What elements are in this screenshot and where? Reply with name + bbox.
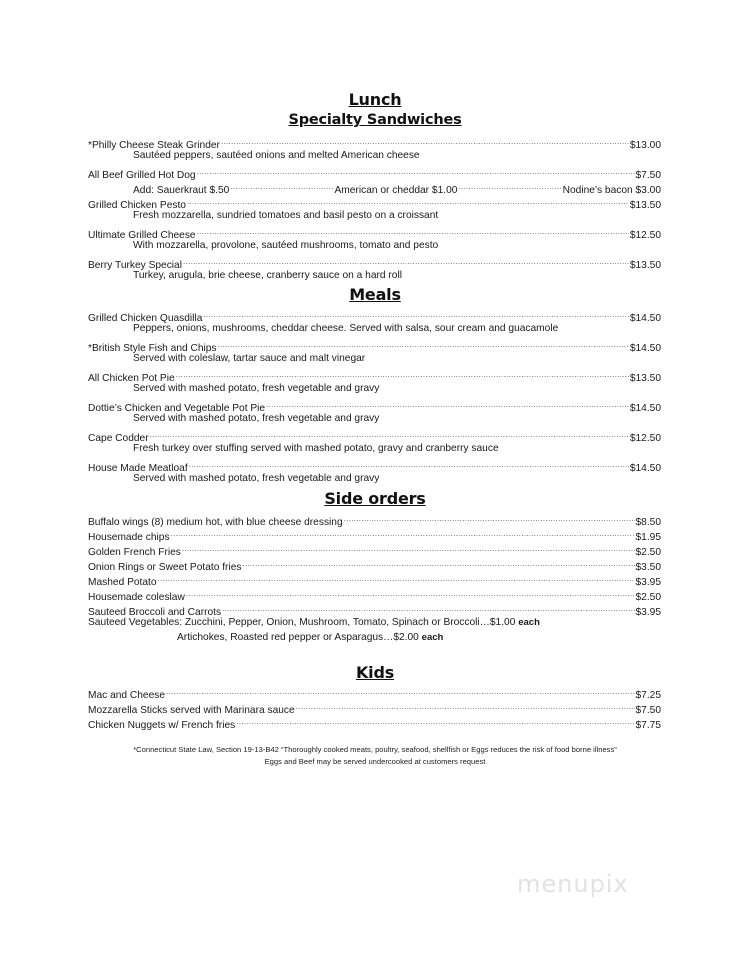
item-price: $7.25 [635, 690, 661, 701]
item-price: $13.00 [629, 140, 661, 151]
item-name: All Beef Grilled Hot Dog [88, 170, 196, 181]
item-price: $14.50 [629, 313, 661, 324]
item-name: Chicken Nuggets w/ French fries [88, 720, 236, 731]
menu-item [88, 163, 661, 181]
menu-item [88, 306, 661, 324]
dot-leader [176, 366, 629, 381]
item-name: Mozzarella Sticks served with Marinara sauce [88, 705, 295, 716]
dot-leader [236, 713, 634, 728]
item-addons [133, 178, 662, 196]
addon-cheese: American or cheddar $1.00 [334, 185, 458, 196]
menu-item [88, 193, 661, 211]
dot-leader [186, 585, 635, 600]
sauteed-vegetables-line [88, 615, 540, 630]
dot-leader [221, 133, 629, 148]
item-description: Served with mashed potato, fresh vegetable and gravy [133, 383, 380, 394]
menu-item [88, 336, 661, 354]
item-price: $14.50 [629, 343, 661, 354]
section-heading-sides: Side orders [324, 489, 426, 508]
menu-item [88, 600, 661, 618]
food-safety-footnote: *Connecticut State Law, Section 19-13-B42 “Thoroughly cooked meats, poultry, seafood, shellfish or Eggs reduces the risk of food borne illness” [133, 745, 617, 754]
item-name: *British Style Fish and Chips [88, 343, 217, 354]
dot-leader [187, 193, 629, 208]
item-name: Housemade coleslaw [88, 592, 185, 603]
item-description: Peppers, onions, mushrooms, cheddar cheese. Served with salsa, sour cream and guacamole [133, 323, 559, 334]
dot-leader [171, 525, 635, 540]
item-name: Mashed Potato [88, 577, 157, 588]
dot-leader [183, 253, 629, 268]
dot-leader [222, 600, 634, 615]
item-name: Grilled Chicken Quasdilla [88, 313, 203, 324]
menu-item [88, 570, 661, 588]
menu-item [88, 253, 661, 271]
dot-leader [189, 456, 629, 471]
menu-item [88, 540, 661, 558]
dot-leader [182, 540, 635, 555]
item-price: $2.50 [635, 547, 661, 558]
item-price: $7.75 [635, 720, 661, 731]
item-name: House Made Meatloaf [88, 463, 188, 474]
dot-leader [150, 426, 629, 441]
item-price: $13.50 [629, 373, 661, 384]
item-price: $3.95 [635, 607, 661, 618]
item-name: Berry Turkey Special [88, 260, 182, 271]
item-name: Dottie’s Chicken and Vegetable Pot Pie [88, 403, 266, 414]
section-heading-kids: Kids [355, 663, 395, 682]
item-description: With mozzarella, provolone, sautéed mushrooms, tomato and pesto [133, 240, 439, 251]
dot-leader [197, 163, 635, 178]
section-heading-meals: Meals [349, 285, 401, 304]
dot-leader [158, 570, 635, 585]
item-description: Fresh mozzarella, sundried tomatoes and basil pesto on a croissant [133, 210, 439, 221]
vegetables-each: each [518, 617, 540, 628]
vegetables-each: each [421, 632, 444, 643]
item-price: $3.50 [635, 562, 661, 573]
item-name: Housemade chips [88, 532, 170, 543]
premium-vegetables-line [177, 630, 443, 645]
dot-leader [296, 698, 635, 713]
dot-leader [230, 178, 333, 193]
item-description: Sautéed peppers, sautéed onions and melted American cheese [133, 150, 420, 161]
menu-item [88, 426, 661, 444]
menu-item [88, 223, 661, 241]
item-price: $2.50 [635, 592, 661, 603]
item-price: $12.50 [629, 433, 661, 444]
section-heading-sandwiches: Specialty Sandwiches [288, 112, 462, 128]
menu-item [88, 698, 661, 716]
dot-leader [203, 306, 628, 321]
menu-item [88, 510, 661, 528]
item-price: $1.95 [635, 532, 661, 543]
item-description: Fresh turkey over stuffing served with mashed potato, gravy and cranberry sauce [133, 443, 499, 454]
item-name: Mac and Cheese [88, 690, 166, 701]
menu-title: Lunch [348, 90, 402, 109]
addon-sauerkraut: Add: Sauerkraut $.50 [133, 185, 230, 196]
watermark-logo: menupix [517, 870, 629, 898]
item-name: Sauteed Broccoli and Carrots [88, 607, 222, 618]
dot-leader [166, 683, 634, 698]
item-description: Served with coleslaw, tartar sauce and malt vinegar [133, 353, 366, 364]
item-price: $3.95 [635, 577, 661, 588]
item-name: All Chicken Pot Pie [88, 373, 175, 384]
item-price: $14.50 [629, 403, 661, 414]
addon-bacon: Nodine’s bacon $3.00 [562, 185, 662, 196]
dot-leader [344, 510, 635, 525]
item-description: Served with mashed potato, fresh vegetable and gravy [133, 473, 380, 484]
item-name: Ultimate Grilled Cheese [88, 230, 196, 241]
item-price: $13.50 [629, 260, 661, 271]
vegetables-text: Artichokes, Roasted red pepper or Asparagus…$2.00 [177, 632, 419, 643]
menu-item [88, 366, 661, 384]
item-name: Buffalo wings (8) medium hot, with blue cheese dressing [88, 517, 343, 528]
item-name: Onion Rings or Sweet Potato fries [88, 562, 242, 573]
dot-leader [197, 223, 629, 238]
undercooked-notice: Eggs and Beef may be served undercooked at customers request [264, 757, 486, 766]
menu-item [88, 525, 661, 543]
vegetables-text: Sauteed Vegetables: Zucchini, Pepper, Onion, Mushroom, Tomato, Spinach or Broccoli…$1.00 [88, 617, 516, 628]
item-price: $12.50 [629, 230, 661, 241]
dot-leader [266, 396, 629, 411]
item-name: Cape Codder [88, 433, 149, 444]
item-price: $13.50 [629, 200, 661, 211]
item-description: Served with mashed potato, fresh vegetable and gravy [133, 413, 380, 424]
menu-item [88, 396, 661, 414]
menu-item [88, 585, 661, 603]
item-name: Golden French Fries [88, 547, 181, 558]
dot-leader [218, 336, 629, 351]
menu-item [88, 713, 661, 731]
item-name: *Philly Cheese Steak Grinder [88, 140, 220, 151]
item-price: $7.50 [635, 170, 661, 181]
dot-leader [242, 555, 634, 570]
menu-item [88, 456, 661, 474]
item-price: $14.50 [629, 463, 661, 474]
item-price: $7.50 [635, 705, 661, 716]
menu-item [88, 683, 661, 701]
menu-item [88, 133, 661, 151]
item-price: $8.50 [635, 517, 661, 528]
item-description: Turkey, arugula, brie cheese, cranberry sauce on a hard roll [133, 270, 402, 281]
menu-item [88, 555, 661, 573]
item-name: Grilled Chicken Pesto [88, 200, 186, 211]
dot-leader [458, 178, 561, 193]
